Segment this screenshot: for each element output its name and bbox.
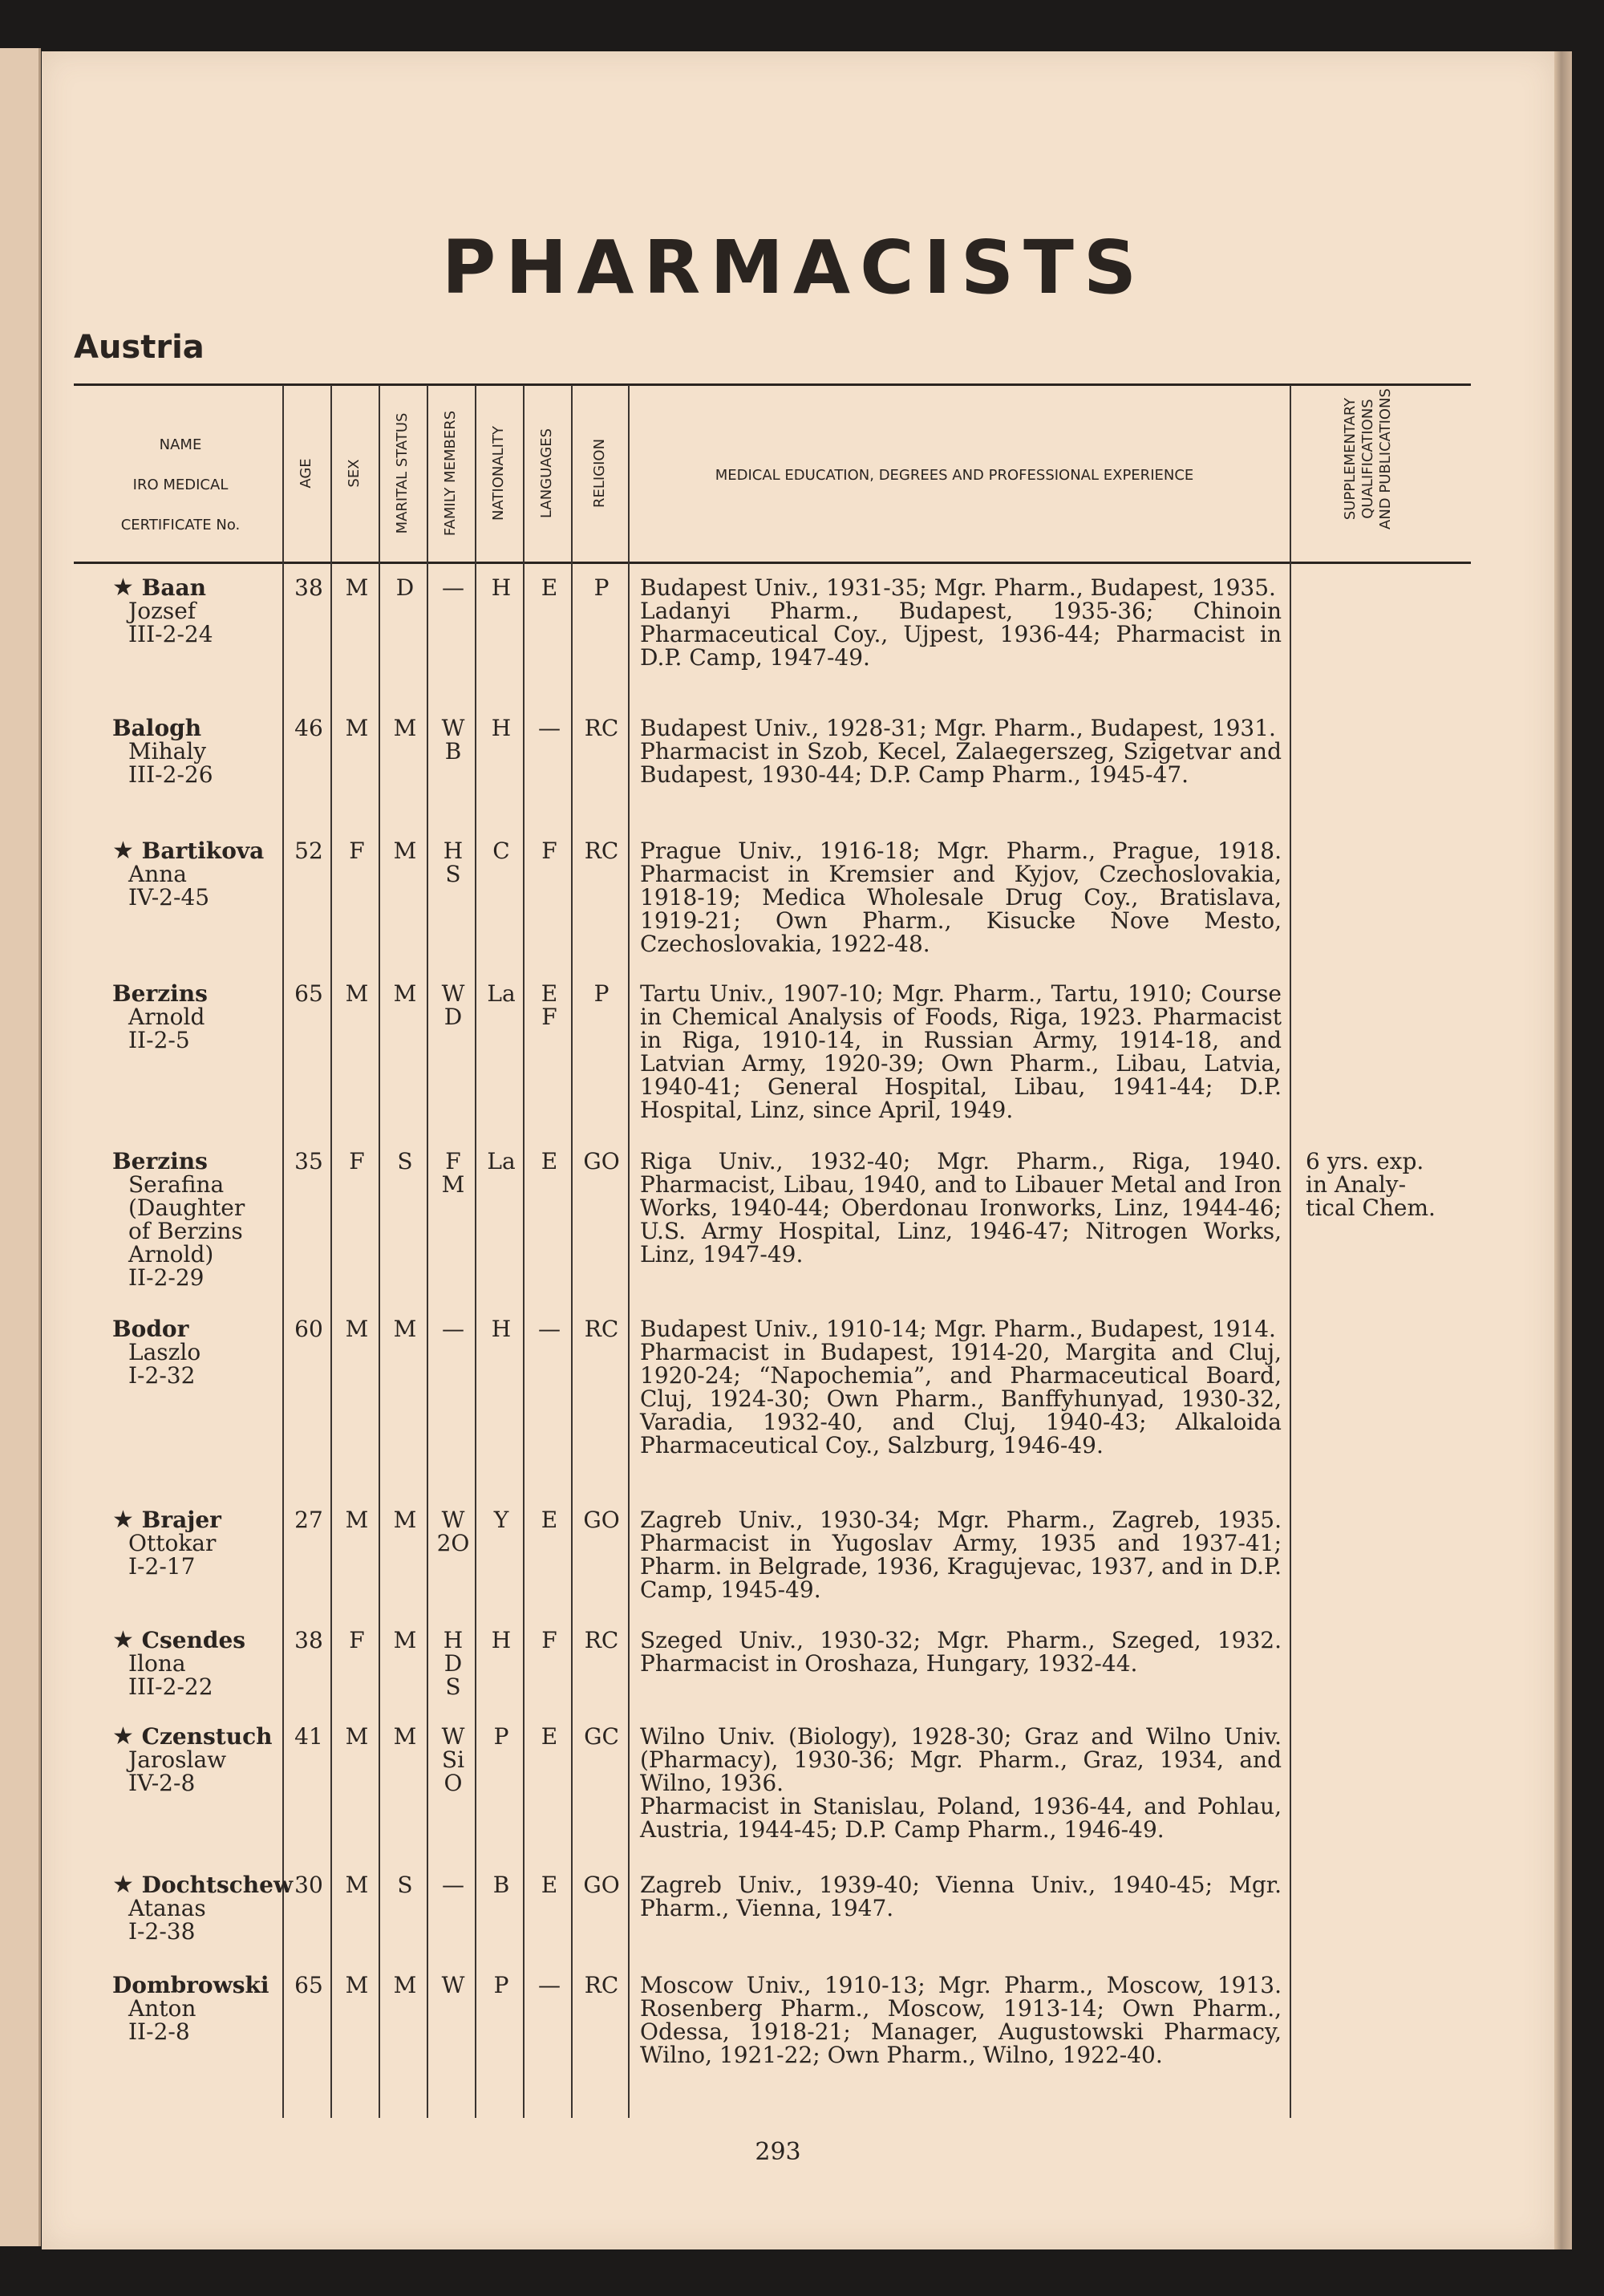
entry-nationality: H [491, 1316, 512, 1342]
entry-surname: Bodor [112, 1316, 189, 1342]
entry-age: 65 [294, 1972, 323, 1998]
language-code: E [541, 1148, 558, 1174]
education-paragraph: Budapest Univ., 1910-14; Mgr. Pharm., Budapest, 1914. [640, 1316, 1276, 1342]
header-supp-line: AND PUBLICATIONS [1377, 388, 1394, 529]
education-paragraph: Zagreb Univ., 1930-34; Mgr. Pharm., Zagreb, 1935. Pharmacist in Yugoslav Army, 1935 and 1937-41; Pharm. in Belgrade, 1936, Kragujevac, 1937, and in D.P. Camp, 1945-49. [640, 1507, 1282, 1603]
entry-family-members [429, 1725, 477, 1795]
star-icon: ★ [112, 1871, 134, 1899]
entry-religion: RC [584, 1627, 619, 1653]
entry-age: 60 [294, 1316, 323, 1342]
entry-languages [525, 1725, 573, 1748]
family-member-code: 2O [436, 1530, 470, 1556]
entry-surname: Berzins [112, 1148, 208, 1174]
entry-surname-line [112, 1150, 285, 1173]
entry-education [640, 1873, 1282, 1920]
column-divider [330, 385, 332, 2118]
entry-education [640, 982, 1282, 1122]
family-member-code: W [441, 1723, 465, 1750]
entry-marital-status: S [397, 1872, 413, 1898]
header-sex: SEX [346, 459, 363, 488]
entry-sex: F [349, 1148, 365, 1174]
family-member-code: S [445, 1673, 461, 1700]
header-supp-line: SUPPLEMENTARY [1342, 397, 1359, 521]
entry-family-members [429, 716, 477, 763]
entry-education [640, 1725, 1282, 1841]
entry-surname-line [112, 982, 285, 1005]
entry-education [640, 716, 1282, 786]
language-code: F [541, 838, 557, 864]
entry-supplementary [1306, 1150, 1466, 1219]
family-member-code: D [444, 1650, 463, 1677]
entry-family-members [429, 1873, 477, 1896]
family-member-code: — [442, 574, 464, 601]
entry-name [112, 1871, 294, 1945]
country-heading: Austria [74, 329, 205, 366]
education-paragraph: Ladanyi Pharm., Budapest, 1935-36; Chinoin Pharmaceutical Coy., Ujpest, 1936-44; Pharmacist in D.P. Camp, 1947-49. [640, 598, 1282, 671]
entry-languages [525, 1974, 573, 1997]
entry-age: 41 [294, 1723, 323, 1750]
header-family-members: FAMILY MEMBERS [442, 410, 459, 537]
entry-age: 27 [294, 1507, 323, 1533]
entry-name-line: III-2-26 [128, 761, 213, 788]
column-divider [379, 385, 380, 2118]
page-number: 293 [755, 2138, 801, 2166]
entry-languages [525, 576, 573, 599]
entry-languages [525, 1317, 573, 1341]
entry-sex: F [349, 1627, 365, 1653]
entry-name-line: Mihaly [128, 738, 207, 765]
entry-name-line: Anna [128, 861, 187, 887]
entry-nationality: C [492, 838, 510, 864]
entry-surname-line [112, 716, 285, 740]
entry-name [112, 1974, 285, 2043]
family-member-code: W [441, 1507, 465, 1533]
entry-name-line: Atanas [128, 1895, 206, 1921]
family-member-code: W [441, 980, 465, 1007]
entry-education [640, 1317, 1282, 1457]
entry-family-members [429, 982, 477, 1028]
entry-name-line: Anton [128, 1995, 196, 2022]
entry-religion: RC [584, 838, 619, 864]
entry-languages [525, 982, 573, 1028]
entry-religion: P [593, 574, 610, 601]
entry-age: 46 [294, 715, 323, 741]
entry-name-line: Arnold [128, 1004, 205, 1030]
entry-surname: Baan [141, 574, 206, 601]
header-languages: LANGUAGES [538, 428, 555, 519]
header-name-line: CERTIFICATE No. [120, 517, 241, 533]
entry-surname: Dochtschew [141, 1872, 294, 1898]
entry-marital-status: M [393, 980, 417, 1007]
supplementary-line: tical Chem. [1306, 1195, 1436, 1221]
education-paragraph: Pharmacist in Budapest, 1914-20, Margita and Cluj, 1920-24; “Napochemia”, and Pharmaceutical Board, Cluj, 1924-30; Own Pharm., Banffyhunyad, 1930-32, Varadia, 1932-40, and Cluj, 1940-43; Alkaloida Pharmaceutical Coy., Salzburg, 1946-49. [640, 1339, 1282, 1458]
entry-name [112, 982, 285, 1052]
entry-name [112, 1317, 285, 1387]
entry-family-members [429, 1150, 477, 1196]
page-edges [1554, 51, 1572, 2249]
entry-name [112, 716, 285, 786]
star-icon: ★ [112, 1626, 134, 1654]
entry-family-members [429, 1974, 477, 1997]
star-icon: ★ [112, 1506, 134, 1534]
language-code: E [541, 1507, 558, 1533]
entry-name-line: II-2-5 [128, 1027, 190, 1053]
entry-name-line: Laszlo [128, 1339, 201, 1365]
star-icon: ★ [112, 837, 134, 865]
entry-surname: Balogh [112, 715, 202, 741]
entry-languages [525, 1629, 573, 1652]
entry-name-line: III-2-24 [128, 621, 213, 647]
education-paragraph: Tartu Univ., 1907-10; Mgr. Pharm., Tartu, 1910; Course in Chemical Analysis of Foods, Riga, 1923. Pharmacist in Riga, 1910-14, in Russian Army, 1914-18, and Latvian Army, 1920-39; Own Pharm., Libau, Latvia, 1940-41; General Hospital, Libau, 1941-44; D.P. Hospital, Linz, since April, 1949. [640, 980, 1282, 1123]
entry-languages [525, 1873, 573, 1896]
entry-education [640, 1150, 1282, 1266]
star-icon: ★ [112, 1722, 134, 1750]
entry-name-line: (Daughter [128, 1195, 245, 1221]
column-divider [523, 385, 525, 2118]
education-paragraph: Zagreb Univ., 1939-40; Vienna Univ., 1940-45; Mgr. Pharm., Vienna, 1947. [640, 1872, 1282, 1921]
entry-age: 30 [294, 1872, 323, 1898]
education-paragraph: Riga Univ., 1932-40; Mgr. Pharm., Riga, 1940. Pharmacist, Libau, 1940, and to Libauer Metal and Iron Works, 1940-44; Oberdonau Ironworks, Linz, 1944-46; U.S. Army Hospital, Linz, 1946-47; Nitrogen Works, Linz, 1947-49. [640, 1148, 1282, 1268]
entry-name [112, 839, 285, 909]
entry-age: 65 [294, 980, 323, 1007]
family-member-code: Si [441, 1746, 465, 1773]
entry-nationality: P [493, 1972, 509, 1998]
entry-name-line: IV-2-45 [128, 884, 210, 911]
entry-surname-line [112, 1722, 285, 1750]
entry-name [112, 1626, 285, 1700]
column-divider [427, 385, 428, 2118]
entry-name [112, 576, 285, 646]
language-code: F [541, 1627, 557, 1653]
entry-surname: Csendes [141, 1627, 246, 1653]
family-member-code: — [442, 1316, 464, 1342]
header-supplementary [1342, 371, 1395, 547]
entry-marital-status: M [393, 1316, 417, 1342]
education-paragraph: Szeged Univ., 1930-32; Mgr. Pharm., Szeged, 1932. Pharmacist in Oroshaza, Hungary, 1932-44. [640, 1627, 1282, 1677]
entry-sex: M [345, 1872, 369, 1898]
column-divider [628, 385, 630, 2118]
header-name [80, 425, 281, 546]
entry-nationality: H [491, 1627, 512, 1653]
entry-surname: Czenstuch [141, 1723, 273, 1750]
entry-nationality: La [487, 980, 516, 1007]
entry-family-members [429, 576, 477, 599]
header-name-line: IRO MEDICAL [132, 477, 229, 493]
education-paragraph: Wilno Univ. (Biology), 1928-30; Graz and Wilno Univ. (Pharmacy), 1930-36; Mgr. Pharm., Graz, 1934, and Wilno, 1936. [640, 1723, 1282, 1796]
language-code: — [538, 715, 561, 741]
entry-name-line: II-2-29 [128, 1264, 205, 1291]
entry-languages [525, 1150, 573, 1173]
entry-languages [525, 839, 573, 862]
entry-family-members [429, 1629, 477, 1698]
language-code: — [538, 1972, 561, 1998]
entry-name-line: III-2-22 [128, 1673, 213, 1700]
entry-nationality: La [487, 1148, 516, 1174]
education-paragraph: Moscow Univ., 1910-13; Mgr. Pharm., Moscow, 1913. Rosenberg Pharm., Moscow, 1913-14; Own Pharm., Odessa, 1918-21; Manager, Augustowski Pharmacy, Wilno, 1921-22; Own Pharm., Wilno, 1922-40. [640, 1972, 1282, 2068]
entry-religion: GO [583, 1148, 620, 1174]
entry-name-line: of Berzins [128, 1218, 243, 1244]
family-member-code: M [441, 1171, 465, 1198]
entry-sex: M [345, 715, 369, 741]
entry-sex: M [345, 1316, 369, 1342]
entry-marital-status: M [393, 1627, 417, 1653]
header-supp-line: QUALIFICATIONS [1359, 399, 1376, 519]
entry-name-line: Jaroslaw [128, 1746, 227, 1773]
entry-surname-line [112, 1317, 285, 1341]
column-divider [571, 385, 573, 2118]
entry-name-line: Serafina [128, 1171, 225, 1198]
entry-marital-status: S [397, 1148, 413, 1174]
entry-name [112, 1722, 285, 1796]
entry-name-line: I-2-32 [128, 1362, 196, 1389]
entry-nationality: H [491, 574, 512, 601]
language-code: E [541, 980, 558, 1007]
entry-marital-status: D [395, 574, 415, 601]
language-code: — [538, 1316, 561, 1342]
supplementary-line: 6 yrs. exp. [1306, 1148, 1424, 1174]
family-member-code: — [442, 1872, 464, 1898]
supplementary-line: in Analy- [1306, 1171, 1407, 1198]
entry-name-line: I-2-38 [128, 1918, 196, 1945]
entry-religion: RC [584, 1316, 619, 1342]
star-icon: ★ [112, 574, 134, 602]
entry-age: 38 [294, 574, 323, 601]
family-member-code: S [445, 861, 461, 887]
entry-languages [525, 716, 573, 740]
entry-marital-status: M [393, 715, 417, 741]
entry-surname-line [112, 1871, 294, 1899]
entry-nationality: H [491, 715, 512, 741]
family-member-code: B [444, 738, 462, 765]
entry-marital-status: M [393, 838, 417, 864]
header-religion: RELIGION [591, 438, 608, 509]
entry-nationality: B [492, 1872, 510, 1898]
education-paragraph: Prague Univ., 1916-18; Mgr. Pharm., Prague, 1918. Pharmacist in Kremsier and Kyjov, Czechoslovakia, 1918-19; Medica Wholesale Drug Coy., Bratislava, 1919-21; Own Pharm., Kisucke Nove Mesto, Czechoslovakia, 1922-48. [640, 838, 1282, 957]
family-member-code: O [444, 1770, 463, 1796]
entry-surname-line [112, 1974, 285, 1997]
entry-name [112, 1150, 285, 1289]
header-name-line: NAME [159, 436, 202, 453]
entry-family-members [429, 839, 477, 886]
entry-sex: M [345, 1723, 369, 1750]
entry-education [640, 839, 1282, 955]
header-age: AGE [298, 458, 314, 489]
entry-name-line: Jozsef [128, 598, 196, 624]
entry-languages [525, 1508, 573, 1531]
family-member-code: H [443, 1627, 464, 1653]
entry-sex: M [345, 1972, 369, 1998]
entry-religion: GO [583, 1872, 620, 1898]
entry-religion: GC [584, 1723, 619, 1750]
entry-education [640, 1974, 1282, 2067]
book-spine [0, 48, 41, 2246]
entry-sex: M [345, 574, 369, 601]
entry-name [112, 1508, 285, 1578]
entry-name-line: II-2-8 [128, 2018, 190, 2045]
entry-surname-line [112, 837, 285, 865]
entry-surname: Bartikova [141, 838, 265, 864]
entry-name-line: Arnold) [128, 1241, 214, 1268]
entry-age: 35 [294, 1148, 323, 1174]
entry-surname-line [112, 1626, 285, 1654]
family-member-code: D [444, 1004, 463, 1030]
page-title: PHARMACISTS [441, 225, 1147, 310]
entry-surname: Dombrowski [112, 1972, 269, 1998]
entry-sex: M [345, 980, 369, 1007]
education-paragraph: Budapest Univ., 1931-35; Mgr. Pharm., Budapest, 1935. [640, 574, 1276, 601]
entry-marital-status: M [393, 1507, 417, 1533]
entry-religion: P [593, 980, 610, 1007]
entry-surname-line [112, 1506, 285, 1534]
entry-marital-status: M [393, 1972, 417, 1998]
entry-name-line: IV-2-8 [128, 1770, 196, 1796]
entry-education [640, 1508, 1282, 1601]
entry-marital-status: M [393, 1723, 417, 1750]
entry-age: 52 [294, 838, 323, 864]
entry-religion: RC [584, 715, 619, 741]
entry-name-line: Ilona [128, 1650, 186, 1677]
column-divider [475, 385, 476, 2118]
language-code: E [541, 574, 558, 601]
family-member-code: H [443, 838, 464, 864]
entry-name-line: I-2-17 [128, 1553, 196, 1580]
family-member-code: F [445, 1148, 461, 1174]
family-member-code: W [441, 1972, 465, 1998]
entry-religion: GO [583, 1507, 620, 1533]
entry-age: 38 [294, 1627, 323, 1653]
entry-nationality: Y [493, 1507, 509, 1533]
entry-surname: Berzins [112, 980, 208, 1007]
education-paragraph: Pharmacist in Stanislau, Poland, 1936-44, and Pohlau, Austria, 1944-45; D.P. Camp Pharm., 1946-49. [640, 1793, 1282, 1843]
entry-nationality: P [493, 1723, 509, 1750]
entry-education [640, 1629, 1282, 1675]
language-code: E [541, 1723, 558, 1750]
entry-sex: F [349, 838, 365, 864]
entry-education [640, 576, 1282, 669]
family-member-code: W [441, 715, 465, 741]
entry-family-members [429, 1508, 477, 1555]
language-code: F [541, 1004, 557, 1030]
header-marital-status: MARITAL STATUS [394, 412, 411, 534]
language-code: E [541, 1872, 558, 1898]
entry-surname-line [112, 574, 285, 602]
entry-sex: M [345, 1507, 369, 1533]
education-paragraph: Budapest Univ., 1928-31; Mgr. Pharm., Budapest, 1931. [640, 715, 1276, 741]
education-paragraph: Pharmacist in Szob, Kecel, Zalaegerszeg, Szigetvar and Budapest, 1930-44; D.P. Camp Pharm., 1945-47. [640, 738, 1282, 788]
entry-name-line: Ottokar [128, 1530, 217, 1556]
header-nationality: NATIONALITY [490, 426, 507, 521]
entry-religion: RC [584, 1972, 619, 1998]
header-education: MEDICAL EDUCATION, DEGREES AND PROFESSIONAL EXPERIENCE [715, 467, 1194, 484]
entry-surname: Brajer [141, 1507, 221, 1533]
entry-family-members [429, 1317, 477, 1341]
column-divider [1290, 385, 1291, 2118]
